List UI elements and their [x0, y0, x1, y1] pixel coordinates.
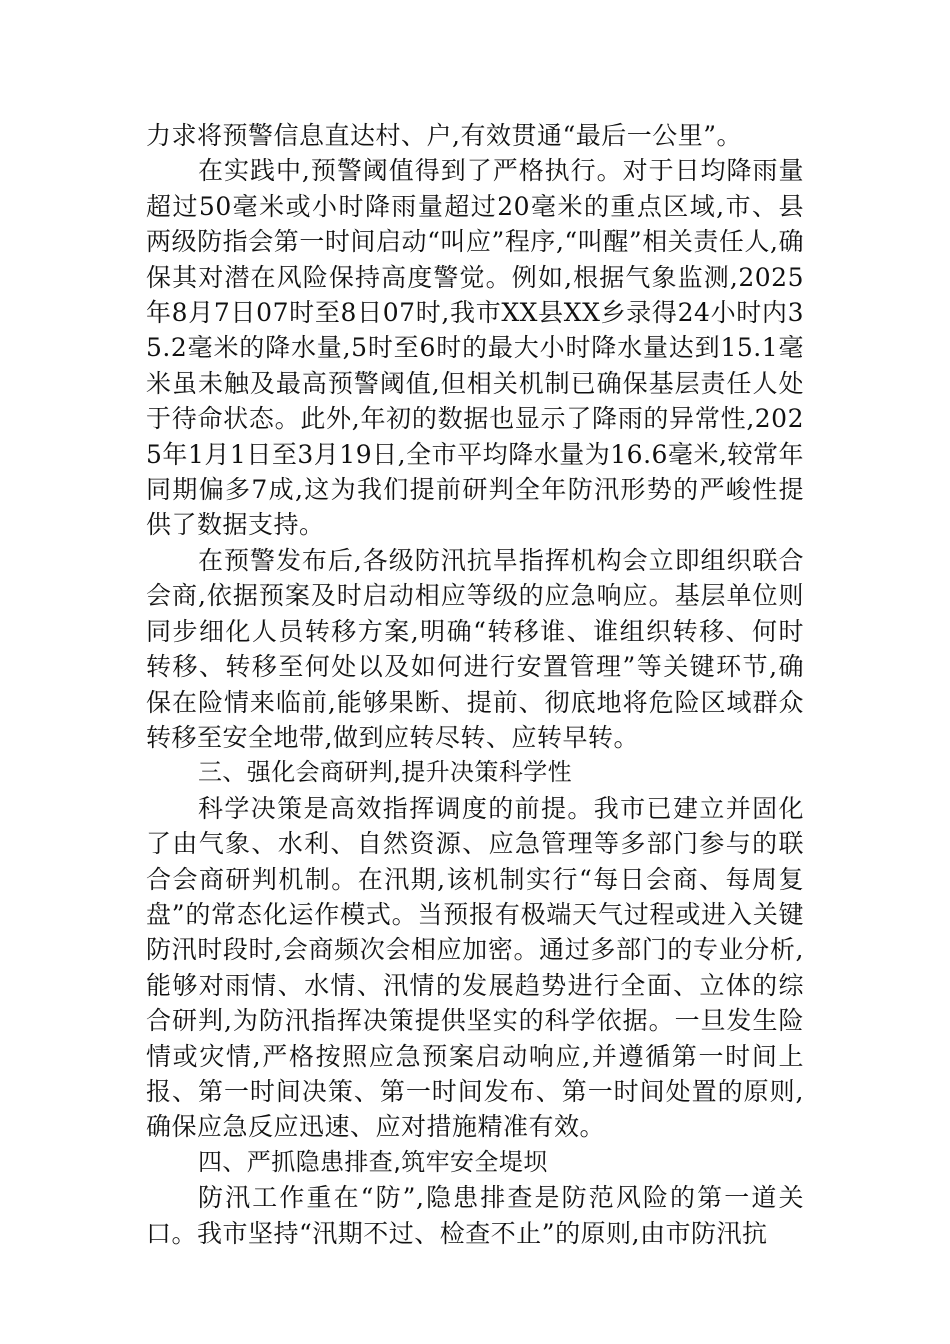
section-heading-3: 三、强化会商研判,提升决策科学性	[198, 758, 573, 787]
section-heading-4: 四、严抓隐患排查,筑牢安全堤坝	[198, 1147, 548, 1176]
document-body	[146, 118, 804, 1251]
paragraph-continuation: 力求将预警信息直达村、户,有效贯通“最后一公里”。	[146, 121, 743, 150]
paragraph-joint-consultation: 科学决策是高效指挥调度的前提。我市已建立并固化了由气象、水利、自然资源、应急管理等多部门参与的联合会商研判机制。在汛期,该机制实行“每日会商、每周复盘”的常态化运作模式。当预报有极端天气过程或进入关键防汛时段时,会商频次会相应加密。通过多部门的专业分析,能够对雨情、水情、汛情的发展趋势进行全面、立体的综合研判,为防汛指挥决策提供坚实的科学依据。一旦发生险情或灾情,严格按照应急预案启动响应,并遵循第一时间上报、第一时间决策、第一时间发布、第一时间处置的原则,确保应急反应迅速、应对措施精准有效。	[146, 793, 804, 1142]
paragraph-warning-threshold: 在实践中,预警阈值得到了严格执行。对于日均降雨量超过50毫米或小时降雨量超过20毫米的重点区域,市、县两级防指会第一时间启动“叫应”程序,“叫醒”相关责任人,确保其对潜在风险保持高度警觉。例如,根据气象监测,2025年8月7日07时至8日07时,我市XX县XX乡录得24小时内35.2毫米的降水量,5时至6时的最大小时降水量达到15.1毫米虽未触及最高预警阈值,但相关机制已确保基层责任人处于待命状态。此外,年初的数据也显示了降雨的异常性,2025年1月1日至3月19日,全市平均降水量为16.6毫米,较常年同期偏多7成,这为我们提前研判全年防汛形势的严峻性提供了数据支持。	[146, 156, 804, 540]
paragraph-hazard-inspection: 防汛工作重在“防”,隐患排查是防范风险的第一道关口。我市坚持“汛期不过、检查不止”的原则,由市防汛抗	[146, 1183, 804, 1248]
paragraph-emergency-response: 在预警发布后,各级防汛抗旱指挥机构会立即组织联合会商,依据预案及时启动相应等级的应急响应。基层单位则同步细化人员转移方案,明确“转移谁、谁组织转移、何时转移、转移至何处以及如何进行安置管理”等关键环节,确保在险情来临前,能够果断、提前、彻底地将危险区域群众转移至安全地带,做到应转尽转、应转早转。	[146, 545, 804, 752]
